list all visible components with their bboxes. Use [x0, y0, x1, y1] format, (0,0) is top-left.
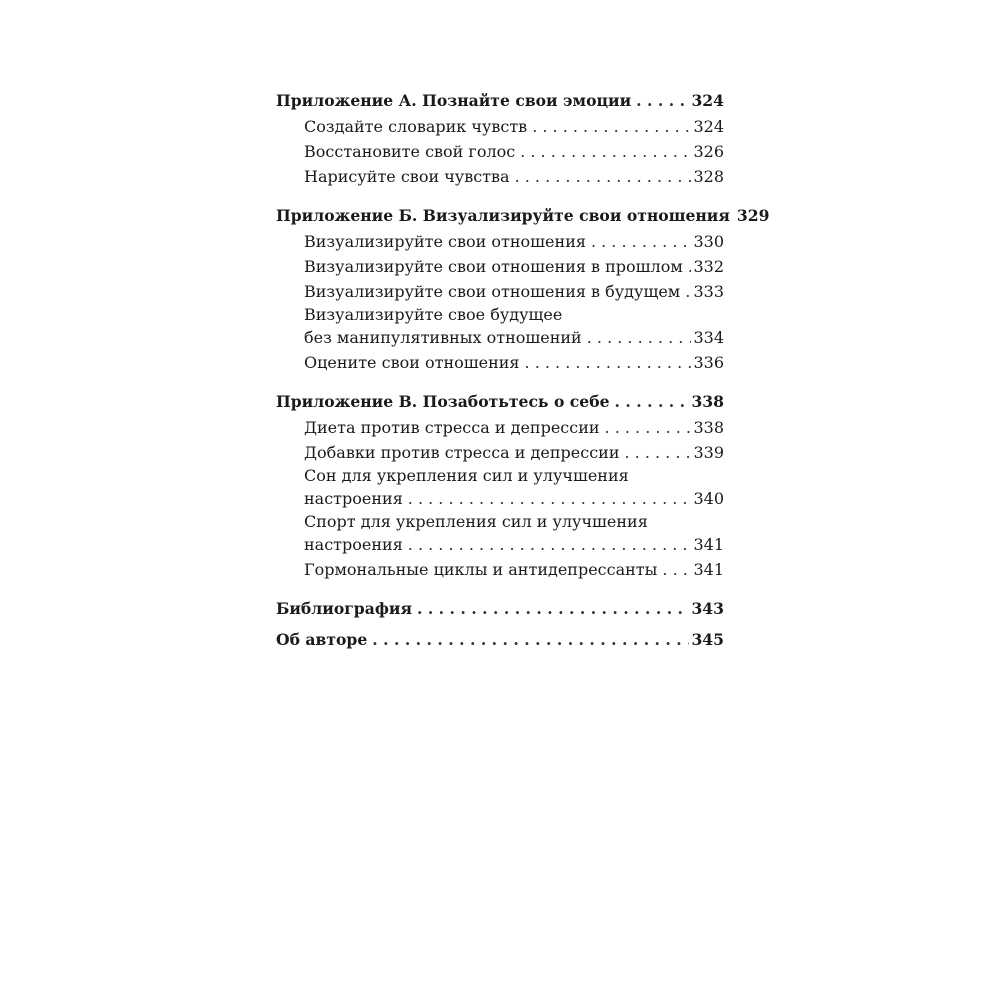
dot-leader: [662, 557, 691, 582]
toc-entry-page: 336: [693, 353, 724, 372]
toc-entry-title: Визуализируйте свои отношения в будущем: [304, 282, 681, 301]
toc-subentry[interactable]: [276, 440, 724, 465]
toc-subentry[interactable]: [276, 164, 724, 189]
table-of-contents: [276, 88, 770, 653]
toc-entry-page: 324: [693, 117, 724, 136]
toc-entry-page: 330: [693, 232, 724, 251]
toc-entry-title: Нарисуйте свои чувства: [304, 167, 510, 186]
toc-entry-title: без манипулятивных отношений: [304, 328, 582, 347]
dot-leader: [685, 279, 691, 304]
toc-subentry[interactable]: [276, 557, 724, 582]
dot-leader: [587, 325, 692, 350]
toc-subentry[interactable]: [276, 279, 724, 304]
toc-entry-title: Об авторе: [276, 630, 368, 649]
toc-entry-page: 326: [693, 142, 724, 161]
dot-leader: [515, 164, 692, 189]
toc-subentry[interactable]: [276, 350, 724, 375]
toc-entry-title: Гормональные циклы и антидепрессанты: [304, 560, 658, 579]
toc-subentry[interactable]: [276, 229, 724, 254]
toc-subentry[interactable]: [276, 254, 724, 279]
toc-subentry-multiline[interactable]: [276, 465, 724, 511]
toc-entry-page: 333: [693, 282, 724, 301]
toc-subentry[interactable]: [276, 139, 724, 164]
toc-entry-appendix-b[interactable]: [276, 203, 770, 228]
toc-entry-title-line1: Сон для укрепления сил и улучшения: [304, 466, 629, 485]
dot-leader: [591, 229, 692, 254]
dot-leader: [636, 88, 689, 113]
toc-entry-page: 328: [693, 167, 724, 186]
toc-entry-title: Визуализируйте свои отношения: [304, 232, 586, 251]
toc-entry-page: 338: [691, 392, 724, 411]
toc-entry-title-line1: Спорт для укрепления сил и улучшения: [304, 512, 648, 531]
toc-entry-title: Создайте словарик чувств: [304, 117, 528, 136]
toc-entry-page: 338: [693, 418, 724, 437]
toc-entry-page: 324: [691, 91, 724, 110]
dot-leader: [408, 486, 692, 511]
toc-entry-bibliography[interactable]: [276, 596, 724, 621]
toc-entry-title: Приложение А. Познайте свои эмоции: [276, 91, 632, 110]
toc-entry-title-line1: Визуализируйте свое будущее: [304, 305, 563, 324]
dot-leader: [532, 114, 691, 139]
toc-entry-title: Библиография: [276, 599, 412, 618]
dot-leader: [417, 596, 689, 621]
toc-subentry-multiline[interactable]: [276, 304, 724, 350]
dot-leader: [624, 440, 691, 465]
dot-leader: [605, 415, 692, 440]
toc-subentry[interactable]: [276, 114, 724, 139]
toc-entry-title: Оцените свои отношения: [304, 353, 520, 372]
toc-entry-page: 339: [693, 443, 724, 462]
toc-entry-page: 332: [693, 257, 724, 276]
toc-entry-title: настроения: [304, 489, 403, 508]
toc-entry-title: Визуализируйте свои отношения в прошлом: [304, 257, 683, 276]
toc-entry-page: 341: [693, 560, 724, 579]
dot-leader: [520, 139, 691, 164]
toc-entry-title: настроения: [304, 535, 403, 554]
toc-section-appendix-a: [276, 88, 724, 189]
toc-entry-page: 341: [693, 535, 724, 554]
toc-entry-page: 340: [693, 489, 724, 508]
toc-entry-page: 343: [691, 599, 724, 618]
toc-section-appendix-c: [276, 389, 724, 582]
dot-leader: [688, 254, 692, 279]
toc-subentry-multiline[interactable]: [276, 511, 724, 557]
dot-leader: [615, 389, 690, 414]
toc-entry-page: 345: [691, 630, 724, 649]
dot-leader: [408, 532, 692, 557]
toc-entry-page: 329: [736, 206, 770, 225]
toc-entry-title: Приложение В. Позаботьтесь о себе: [276, 392, 610, 411]
toc-entry-about-author[interactable]: [276, 627, 724, 652]
toc-entry-title: Диета против стресса и депрессии: [304, 418, 600, 437]
toc-entry-title: Восстановите свой голос: [304, 142, 516, 161]
dot-leader: [372, 627, 689, 652]
toc-entry-appendix-c[interactable]: [276, 389, 724, 414]
toc-section-appendix-b: [276, 203, 770, 375]
toc-subentry[interactable]: [276, 415, 724, 440]
toc-entry-appendix-a[interactable]: [276, 88, 724, 113]
toc-entry-page: 334: [693, 328, 724, 347]
dot-leader: [525, 350, 692, 375]
toc-entry-title: Добавки против стресса и депрессии: [304, 443, 620, 462]
toc-entry-title: Приложение Б. Визуализируйте свои отношения: [276, 206, 730, 225]
